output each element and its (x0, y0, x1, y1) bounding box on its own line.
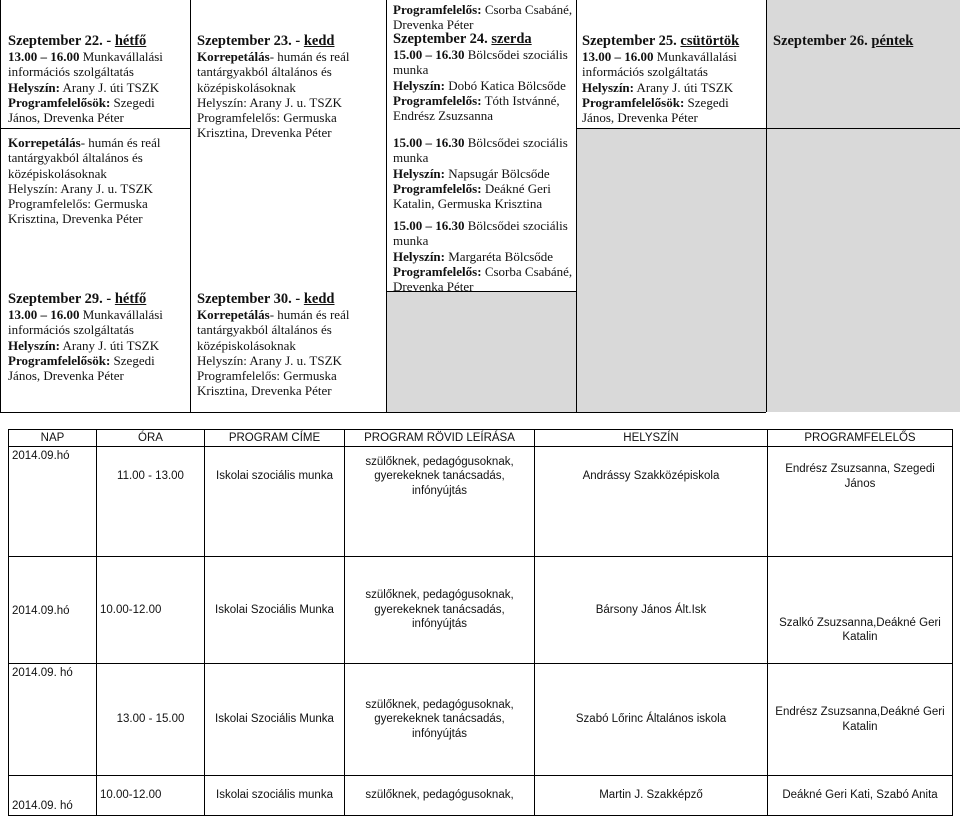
cell-title: Iskolai Szociális Munka (205, 557, 345, 664)
cell-date: 2014.09.hó (9, 447, 97, 557)
cell-date: 2014.09.hó (9, 557, 97, 664)
empty-cell-wed-week2 (387, 291, 576, 412)
cell-time: 10.00-12.00 (97, 557, 205, 664)
table-row (9, 447, 953, 557)
cell-time: 13.00 - 15.00 (97, 664, 205, 776)
day-heading-tue-23: Szeptember 23. - kedd (197, 33, 335, 49)
event-wed-24-margareta: 15.00 – 16.30 Bölcsődei szociális munka Helyszín: Margaréta Bölcsőde Programfelelős: Csorba Csabáné, Drevenka Péter (393, 218, 573, 295)
empty-cell-thu-week2 (576, 128, 766, 412)
event-wed-24-napsugar: 15.00 – 16.30 Bölcsődei szociális munka Helyszín: Napsugár Bölcsőde Programfelelős: Deákné Geri Katalin, Germuska Krisztina (393, 135, 568, 212)
cell-responsible: Szalkó Zsuzsanna,Deákné Geri Katalin (768, 557, 953, 664)
table-row (9, 776, 953, 816)
table-row (9, 557, 953, 664)
cell-location: Szabó Lőrinc Általános iskola (535, 664, 768, 776)
day-heading-thu-25: Szeptember 25. csütörtök (582, 33, 740, 49)
event-mon-29: Szeptember 29. - hétfő 13.00 – 16.00 Munkavállalási információs szolgáltatás Helyszín: Arany J. úti TSZK Programfelelősök: Szegedi János, Drevenka Péter (8, 291, 188, 383)
cell-responsible: Deákné Geri Kati, Szabó Anita (768, 776, 953, 816)
event-mon-22-tutoring: Korrepetálás- humán és reál tantárgyakból általános és középiskolásoknak Helyszín: Arany J. u. TSZK Programfelelős: Germuska Krisztina, Drevenka Péter (8, 135, 161, 227)
day-heading-wed-24: Szeptember 24. szerda (393, 31, 532, 47)
cell-description: szülőknek, pedagógusoknak, gyerekeknek tanácsadás, infónyújtás (345, 557, 535, 664)
event-tue-23: Szeptember 23. - kedd Korrepetálás- humán és reál tantárgyakból általános és középiskolásoknak Helyszín: Arany J. u. TSZK Programfelelős: Germuska Krisztina, Drevenka Péter (197, 33, 383, 141)
cell-title: Iskolai Szociális Munka (205, 664, 345, 776)
cell-responsible: Endrész Zsuzsanna, Szegedi János (768, 447, 953, 557)
cell-time: 10.00-12.00 (97, 776, 205, 816)
cell-responsible: Endrész Zsuzsanna,Deákné Geri Katalin (768, 664, 953, 776)
event-thu-25: Szeptember 25. csütörtök 13.00 – 16.00 Munkavállalási információs szolgáltatás Helyszín: Arany J. úti TSZK Programfelelősök: Szegedi János, Drevenka Péter (582, 33, 764, 125)
table-row (9, 664, 953, 776)
cell-location: Bársony János Ált.Isk (535, 557, 768, 664)
table-header-row (9, 430, 953, 447)
event-fri-26 (773, 33, 958, 49)
event-tue-30: Szeptember 30. - kedd Korrepetálás- humán és reál tantárgyakból általános és középiskolásoknak Helyszín: Arany J. u. TSZK Programfelelős: Germuska Krisztina, Drevenka Péter (197, 291, 383, 399)
event-wed-24: Szeptember 24. szerda 15.00 – 16.30 Bölcsődei szociális munka Helyszín: Dobó Katica Bölcsőde Programfelelős: Tóth Istvánné, Endrész Zsuzsanna (393, 31, 573, 123)
cell-title: Iskolai szociális munka (205, 447, 345, 557)
column-header-program-description: PROGRAM RÖVID LEÍRÁSA (345, 430, 535, 447)
day-heading-mon-22: Szeptember 22. - hétfő (8, 33, 147, 49)
empty-cell-fri-week1 (767, 0, 960, 412)
cell-description: szülőknek, pedagógusoknak, (345, 776, 535, 816)
day-heading-fri-26: Szeptember 26. péntek (773, 33, 914, 49)
column-header-day: NAP (9, 430, 97, 447)
column-header-responsible: PROGRAMFELELŐS (768, 430, 953, 447)
event-mon-22: Szeptember 22. - hétfő 13.00 – 16.00 Munkavállalási információs szolgáltatás Helyszín: Arany J. úti TSZK Programfelelősök: Szegedi János, Drevenka Péter (8, 33, 188, 125)
cell-description: szülőknek, pedagógusoknak, gyerekeknek tanácsadás, infónyújtás (345, 664, 535, 776)
cell-time: 11.00 - 13.00 (97, 447, 205, 557)
program-table (8, 429, 953, 816)
cell-location: Martin J. Szakképző (535, 776, 768, 816)
cell-location: Andrássy Szakközépiskola (535, 447, 768, 557)
column-header-location: HELYSZÍN (535, 430, 768, 447)
cell-description: szülőknek, pedagógusoknak, gyerekeknek tanácsadás, infónyújtás (345, 447, 535, 557)
cell-title: Iskolai szociális munka (205, 776, 345, 816)
column-header-program-title: PROGRAM CÍME (205, 430, 345, 447)
cell-date: 2014.09. hó (9, 776, 97, 816)
cell-date: 2014.09. hó (9, 664, 97, 776)
column-header-hour: ÓRA (97, 430, 205, 447)
day-heading-mon-29: Szeptember 29. - hétfő (8, 291, 147, 307)
day-heading-tue-30: Szeptember 30. - kedd (197, 291, 335, 307)
event-wed-continued: Programfelelős: Csorba Csabáné, Drevenka Péter (393, 2, 573, 33)
